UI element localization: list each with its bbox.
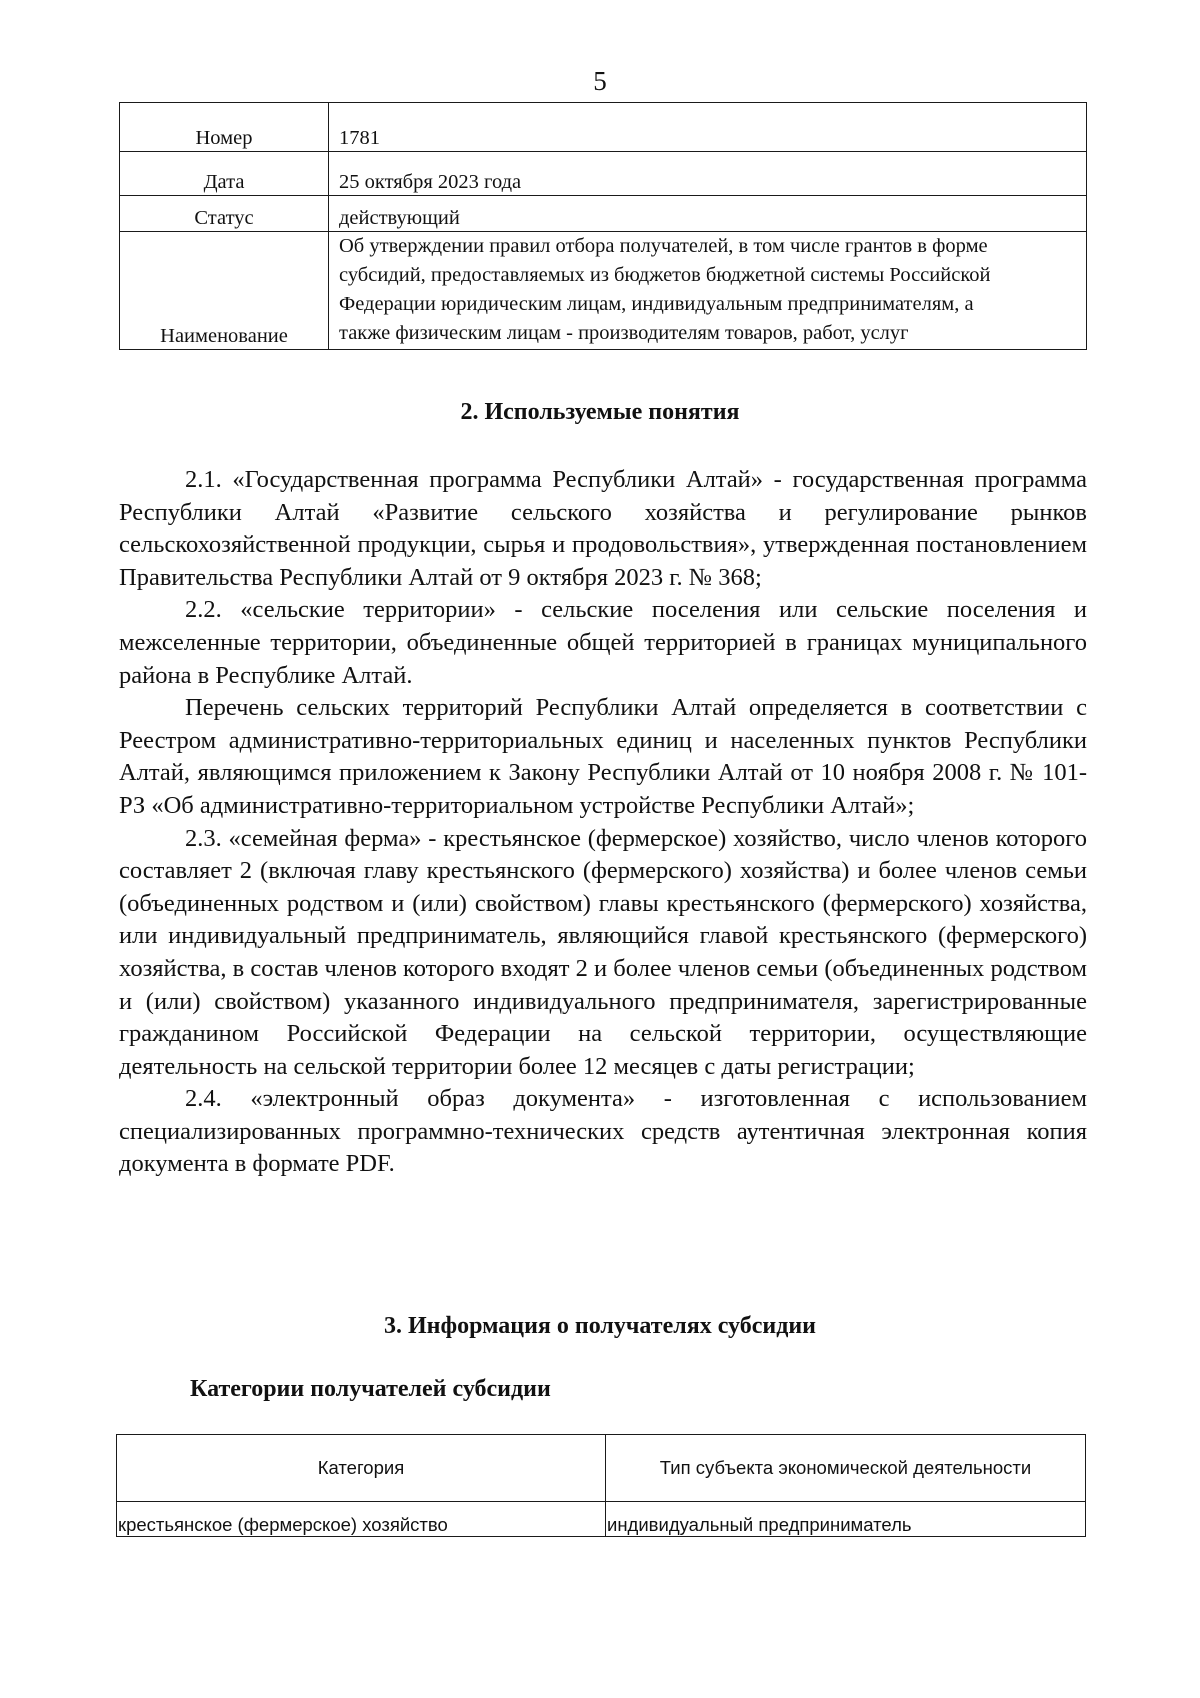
meta-value-name [329,232,1087,350]
section-3-subheading: Категории получателей субсидии [190,1376,551,1402]
section-3-heading: 3. Информация о получателях субсидии [384,1313,816,1339]
section-2-body [119,464,1087,1181]
name-line: также физическим лицам - производителям товаров, работ, услуг [339,322,909,344]
section-2-heading: 2. Используемые понятия [460,399,740,425]
column-header-entity-type: Тип субъекта экономической деятельности [606,1435,1086,1502]
table-cell-entity-type: индивидуальный предприниматель [606,1502,1086,1537]
meta-label: Номер [120,103,329,152]
table-row [117,1502,1086,1537]
name-line: субсидий, предоставляемых из бюджетов бюджетной системы Российской [339,264,991,286]
meta-row-date [120,152,1087,196]
name-line: Об утверждении правил отбора получателей, в том числе грантов в форме [339,235,988,257]
table-cell-category: крестьянское (фермерское) хозяйство [117,1502,606,1537]
table-header-row [117,1435,1086,1502]
paragraph-2-1: 2.1. «Государственная программа Республики Алтай» - государственная программа Республики Алтай «Развитие сельского хозяйства и регулирование рынков сельскохозяйственной продукции, сырья и продовольствия», утвержденная постановлением Правительства Республики Алтай от 9 октября 2023 г. № 368; [119,466,1087,591]
meta-value: действующий [329,196,1087,232]
meta-label: Статус [120,196,329,232]
paragraph-2-3: 2.3. «семейная ферма» - крестьянское (фермерское) хозяйство, число членов которого составляет 2 (включая главу крестьянского (фермерского) хозяйства) и более членов семьи (объединенных родством и (или) свойством) главы крестьянского (фермерского) хозяйства, или индивидуальный предприниматель, являющийся главой крестьянского (фермерского) хозяйства, в состав членов которого входят 2 и более членов семьи (объединенных родством и (или) свойством) указанного индивидуального предпринимателя, зарегистрированные гражданином Российской Федерации на сельской территории, осуществляющие деятельность на сельской территории более 12 месяцев с даты регистрации; [119,824,1087,1080]
paragraph-2-2-list: Перечень сельских территорий Республики Алтай определяется в соответствии с Реестром административно-территориальных единиц и населенных пунктов Республики Алтай, являющимся приложением к Закону Республики Алтай от 10 ноября 2008 г. № 101-РЗ «Об административно-территориальном устройстве Республики Алтай»; [119,694,1087,819]
meta-value: 1781 [329,103,1087,152]
column-header-category: Категория [117,1435,606,1502]
paragraph-2-4: 2.4. «электронный образ документа» - изготовленная с использованием специализированных программно-технических средств аутентичная электронная копия документа в формате PDF. [119,1085,1087,1178]
paragraph-2-2: 2.2. «сельские территории» - сельские поселения или сельские поселения и межселенные территории, объединенные общей территорией в границах муниципального района в Республике Алтай. [119,596,1087,689]
meta-row-status [120,196,1087,232]
recipients-table [116,1434,1086,1537]
meta-label: Наименование [120,232,329,350]
meta-label: Дата [120,152,329,196]
meta-row-name [120,232,1087,350]
document-meta-table [119,102,1087,350]
meta-value: 25 октября 2023 года [329,152,1087,196]
meta-row-number [120,103,1087,152]
name-line: Федерации юридическим лицам, индивидуальным предпринимателям, а [339,293,974,315]
page-number: 5 [593,66,607,96]
